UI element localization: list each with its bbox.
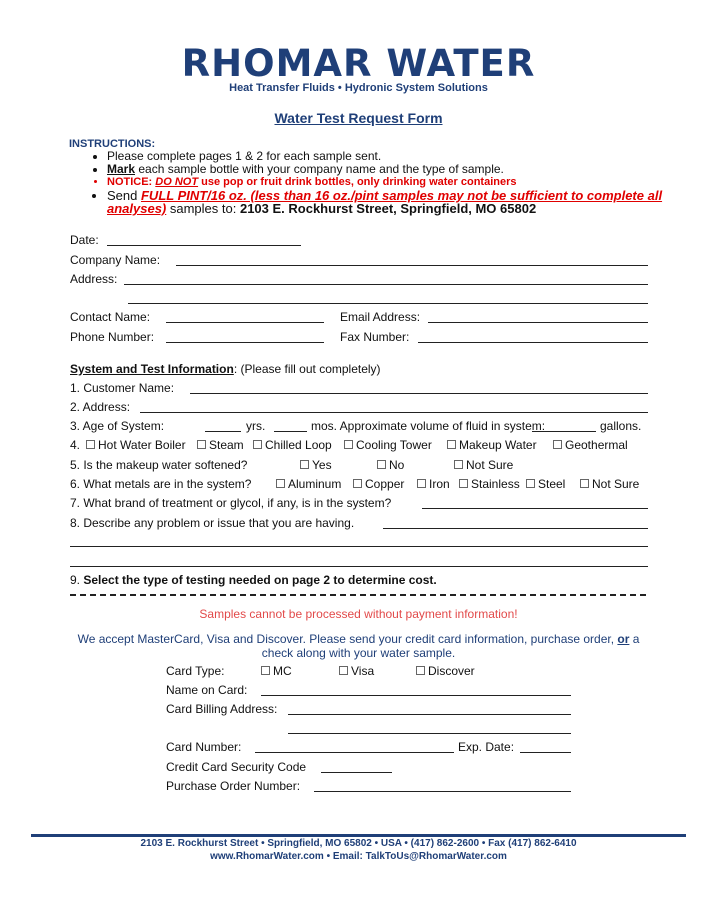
address-field[interactable] bbox=[124, 284, 648, 285]
instructions-heading: INSTRUCTIONS: bbox=[69, 138, 156, 150]
phone-label: Phone Number: bbox=[70, 330, 155, 344]
q7-label: 7. What brand of treatment or glycol, if any, is in the system? bbox=[70, 496, 392, 510]
footer-contact: www.RhomarWater.com • Email: TalkToUs@RhomarWater.com bbox=[210, 851, 507, 862]
age-months-field[interactable] bbox=[274, 431, 307, 432]
checkbox[interactable] bbox=[276, 479, 285, 488]
checkbox[interactable] bbox=[454, 460, 463, 469]
instruction-item bbox=[107, 189, 707, 215]
card-option-1[interactable] bbox=[339, 664, 374, 678]
system-heading-note: (Please fill out completely) bbox=[237, 362, 381, 376]
q8-label: 8. Describe any problem or issue that you are having. bbox=[70, 516, 355, 530]
fax-field[interactable] bbox=[418, 342, 648, 343]
instruction-item bbox=[107, 163, 707, 176]
q5-option-1[interactable] bbox=[377, 458, 404, 472]
payment-accept-text bbox=[70, 632, 647, 660]
option-label: Chilled Loop bbox=[265, 438, 332, 452]
option-label: Yes bbox=[312, 458, 332, 472]
card-option-0[interactable] bbox=[261, 664, 292, 678]
customer-name-field[interactable] bbox=[190, 393, 648, 394]
q9-text: Select the type of testing needed on page 2 to determine cost. bbox=[83, 573, 437, 587]
q5-label: 5. Is the makeup water softened? bbox=[70, 458, 248, 472]
system-address-field[interactable] bbox=[140, 412, 648, 413]
instructions-list bbox=[69, 150, 707, 215]
instruction-mark: Mark bbox=[107, 162, 136, 176]
q3-label: 3. Age of System: bbox=[70, 419, 165, 433]
instruction-text: each sample bottle with your company name and the type of sample. bbox=[135, 162, 504, 176]
notice-donot: DO NOT bbox=[155, 176, 199, 188]
company-name-label: Company Name: bbox=[70, 253, 161, 267]
q6-label: 6. What metals are in the system? bbox=[70, 477, 252, 491]
system-heading-colon: : bbox=[233, 362, 238, 376]
footer-address: 2103 E. Rockhurst Street • Springfield, MO 65802 • USA • (417) 862-2600 • Fax (417) 862-6410 bbox=[140, 838, 577, 849]
date-label: Date: bbox=[70, 233, 99, 247]
checkbox[interactable] bbox=[553, 440, 562, 449]
option-label: Not Sure bbox=[466, 458, 514, 472]
q4-option-4[interactable] bbox=[447, 438, 537, 452]
checkbox[interactable] bbox=[417, 479, 426, 488]
checkbox[interactable] bbox=[339, 666, 348, 675]
q4-option-0[interactable] bbox=[86, 438, 186, 452]
option-label: Geothermal bbox=[565, 438, 628, 452]
phone-field[interactable] bbox=[166, 342, 324, 343]
name-on-card-label: Name on Card: bbox=[166, 683, 248, 697]
card-type-label: Card Type: bbox=[166, 664, 225, 678]
address-label: Address: bbox=[70, 272, 118, 286]
q6-option-0[interactable] bbox=[276, 477, 341, 491]
instruction-to: samples to: bbox=[166, 201, 240, 216]
contact-name-field[interactable] bbox=[166, 322, 324, 323]
q3-yrs: yrs. bbox=[246, 419, 266, 433]
q6-option-2[interactable] bbox=[417, 477, 450, 491]
q2-label: 2. Address: bbox=[70, 400, 131, 414]
billing-address-field[interactable] bbox=[288, 714, 571, 715]
fax-label: Fax Number: bbox=[340, 330, 410, 344]
checkbox[interactable] bbox=[86, 440, 95, 449]
option-label: No bbox=[389, 458, 405, 472]
contact-name-label: Contact Name: bbox=[70, 310, 151, 324]
cut-divider bbox=[70, 594, 646, 596]
footer-divider bbox=[31, 834, 686, 837]
checkbox[interactable] bbox=[377, 460, 386, 469]
volume-field[interactable] bbox=[532, 431, 596, 432]
q5-option-0[interactable] bbox=[300, 458, 332, 472]
instruction-address: 2103 E. Rockhurst Street, Springfield, MO 65802 bbox=[239, 201, 537, 216]
q6-option-3[interactable] bbox=[459, 477, 520, 491]
q3-mos: mos. Approximate volume of fluid in system: bbox=[311, 419, 546, 433]
option-label: Visa bbox=[351, 664, 375, 678]
instruction-text: Please complete pages 1 & 2 for each sample sent. bbox=[107, 149, 382, 163]
q6-option-4[interactable] bbox=[526, 477, 565, 491]
q6-option-5[interactable] bbox=[580, 477, 639, 491]
q4-option-3[interactable] bbox=[344, 438, 432, 452]
option-label: Cooling Tower bbox=[356, 438, 432, 452]
option-label: Makeup Water bbox=[459, 438, 537, 452]
problem-field[interactable] bbox=[383, 528, 648, 529]
exp-date-label: Exp. Date: bbox=[458, 740, 515, 754]
checkbox[interactable] bbox=[580, 479, 589, 488]
name-on-card-field[interactable] bbox=[261, 695, 571, 696]
notice-label: NOTICE: bbox=[107, 176, 156, 188]
q4-option-2[interactable] bbox=[253, 438, 332, 452]
checkbox[interactable] bbox=[253, 440, 262, 449]
notice-text: use pop or fruit drink bottles, only drinking water containers bbox=[198, 176, 517, 188]
company-tagline: Heat Transfer Fluids • Hydronic System Solutions bbox=[229, 82, 488, 94]
accept-text-2: a check along with your water sample. bbox=[261, 632, 640, 660]
checkbox[interactable] bbox=[353, 479, 362, 488]
address-field-line-2[interactable] bbox=[128, 303, 648, 304]
company-logo: RHOMAR WATER bbox=[181, 42, 536, 85]
security-code-label: Credit Card Security Code bbox=[166, 760, 307, 774]
company-name-field[interactable] bbox=[176, 265, 648, 266]
checkbox[interactable] bbox=[300, 460, 309, 469]
q1-label: 1. Customer Name: bbox=[70, 381, 175, 395]
checkbox[interactable] bbox=[459, 479, 468, 488]
option-label: MC bbox=[273, 664, 292, 678]
checkbox[interactable] bbox=[416, 666, 425, 675]
accept-text-1: We accept MasterCard, Visa and Discover. Please send your credit card information, purchase order, bbox=[77, 632, 618, 646]
billing-address-field-line-2[interactable] bbox=[288, 733, 571, 734]
checkbox[interactable] bbox=[261, 666, 270, 675]
system-section-heading bbox=[70, 362, 381, 376]
q5-option-2[interactable] bbox=[454, 458, 513, 472]
security-code-field[interactable] bbox=[321, 772, 392, 773]
email-label: Email Address: bbox=[340, 310, 421, 324]
q6-option-1[interactable] bbox=[353, 477, 404, 491]
option-label: Iron bbox=[429, 477, 450, 491]
instruction-send: Send bbox=[107, 188, 141, 203]
option-label: Stainless bbox=[471, 477, 520, 491]
billing-address-label: Card Billing Address: bbox=[166, 702, 278, 716]
age-years-field[interactable] bbox=[205, 431, 241, 432]
option-label: Discover bbox=[428, 664, 475, 678]
option-label: Steam bbox=[209, 438, 244, 452]
option-label: Hot Water Boiler bbox=[98, 438, 186, 452]
option-label: Aluminum bbox=[288, 477, 342, 491]
problem-field-line-2[interactable] bbox=[70, 546, 648, 547]
option-label: Copper bbox=[365, 477, 405, 491]
card-number-field[interactable] bbox=[255, 752, 454, 753]
form-title: Water Test Request Form bbox=[274, 110, 443, 126]
date-field[interactable] bbox=[107, 245, 301, 246]
exp-date-field[interactable] bbox=[520, 752, 571, 753]
po-number-field[interactable] bbox=[314, 791, 571, 792]
card-option-2[interactable] bbox=[416, 664, 475, 678]
q3-gallons: gallons. bbox=[600, 419, 642, 433]
payment-notice: Samples cannot be processed without payment information! bbox=[199, 607, 518, 621]
q9-number: 9. bbox=[70, 573, 84, 587]
po-number-label: Purchase Order Number: bbox=[166, 779, 301, 793]
checkbox[interactable] bbox=[526, 479, 535, 488]
checkbox[interactable] bbox=[197, 440, 206, 449]
q4-option-5[interactable] bbox=[553, 438, 628, 452]
checkbox[interactable] bbox=[447, 440, 456, 449]
q9-label bbox=[70, 573, 437, 587]
option-label: Steel bbox=[538, 477, 566, 491]
email-field[interactable] bbox=[428, 322, 648, 323]
q4-option-1[interactable] bbox=[197, 438, 244, 452]
treatment-brand-field[interactable] bbox=[422, 508, 648, 509]
accept-or: or bbox=[617, 632, 630, 646]
problem-field-line-3[interactable] bbox=[70, 566, 648, 567]
option-label: Not Sure bbox=[592, 477, 640, 491]
instruction-pint: FULL PINT/16 oz. (less than 16 oz./pint samples may not be sufficient to complete all analyses) bbox=[107, 188, 663, 216]
card-number-label: Card Number: bbox=[166, 740, 242, 754]
q4-number: 4. bbox=[70, 438, 81, 452]
system-heading-text: System and Test Information bbox=[70, 362, 234, 376]
checkbox[interactable] bbox=[344, 440, 353, 449]
